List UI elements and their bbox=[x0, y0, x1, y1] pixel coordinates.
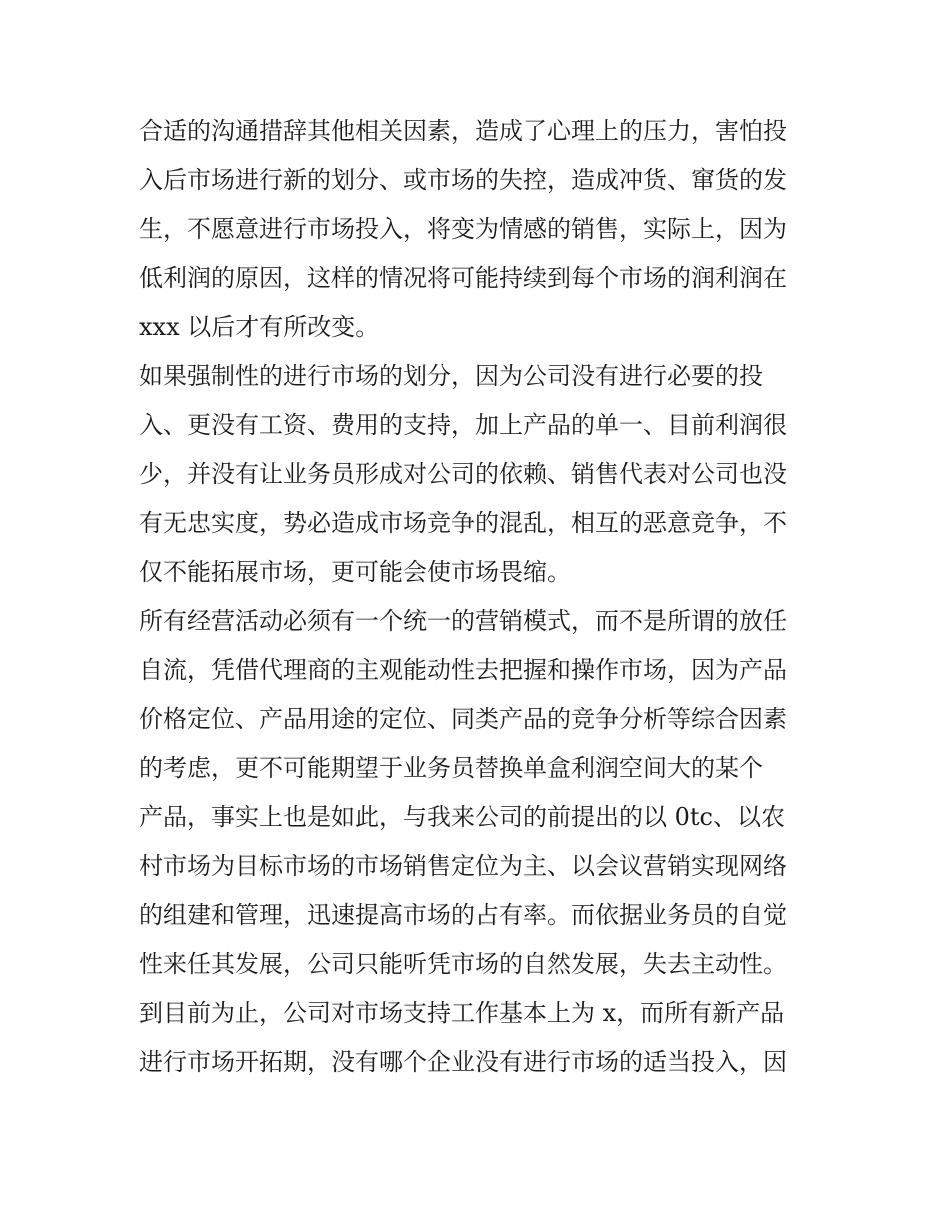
text-line: 自流，凭借代理商的主观能动性去把握和操作市场，因为产品 bbox=[139, 656, 787, 684]
text-line: xxx 以后才有所改变。 bbox=[139, 313, 380, 341]
text-line: 性来任其发展，公司只能听凭市场的自然发展，失去主动性。 bbox=[139, 950, 787, 978]
text-line: 如果强制性的进行市场的划分，因为公司没有进行必要的投 bbox=[139, 362, 763, 390]
text-line: 生，不愿意进行市场投入，将变为情感的销售，实际上，因为 bbox=[139, 215, 787, 243]
text-line: 的考虑，更不可能期望于业务员替换单盒利润空间大的某个 bbox=[139, 754, 763, 782]
text-line: 合适的沟通措辞其他相关因素，造成了心理上的压力，害怕投 bbox=[139, 117, 787, 145]
text-line: 入后市场进行新的划分、或市场的失控，造成冲货、窜货的发 bbox=[139, 166, 787, 194]
text-line: 有无忠实度，势必造成市场竞争的混乱，相互的恶意竞争，不 bbox=[139, 509, 787, 537]
text-line: 的组建和管理，迅速提高市场的占有率。而依据业务员的自觉 bbox=[139, 901, 787, 929]
text-line: 进行市场开拓期，没有哪个企业没有进行市场的适当投入，因 bbox=[139, 1048, 787, 1076]
text-line: 入、更没有工资、费用的支持，加上产品的单一、目前利润很 bbox=[139, 411, 787, 439]
text-line: 产品，事实上也是如此，与我来公司的前提出的以 0tc、以农 bbox=[139, 803, 785, 831]
text-line: 少，并没有让业务员形成对公司的依赖、销售代表对公司也没 bbox=[139, 460, 787, 488]
text-line: 仅不能拓展市场，更可能会使市场畏缩。 bbox=[139, 558, 571, 586]
text-line: 村市场为目标市场的市场销售定位为主、以会议营销实现网络 bbox=[139, 852, 787, 880]
text-line: 低利润的原因，这样的情况将可能持续到每个市场的润利润在 bbox=[139, 264, 787, 292]
text-line: 价格定位、产品用途的定位、同类产品的竞争分析等综合因素 bbox=[139, 705, 787, 733]
text-line: 所有经营活动必须有一个统一的营销模式，而不是所谓的放任 bbox=[139, 607, 787, 635]
text-line: 到目前为止，公司对市场支持工作基本上为 x，而所有新产品 bbox=[139, 999, 785, 1027]
body-text bbox=[139, 107, 819, 1087]
